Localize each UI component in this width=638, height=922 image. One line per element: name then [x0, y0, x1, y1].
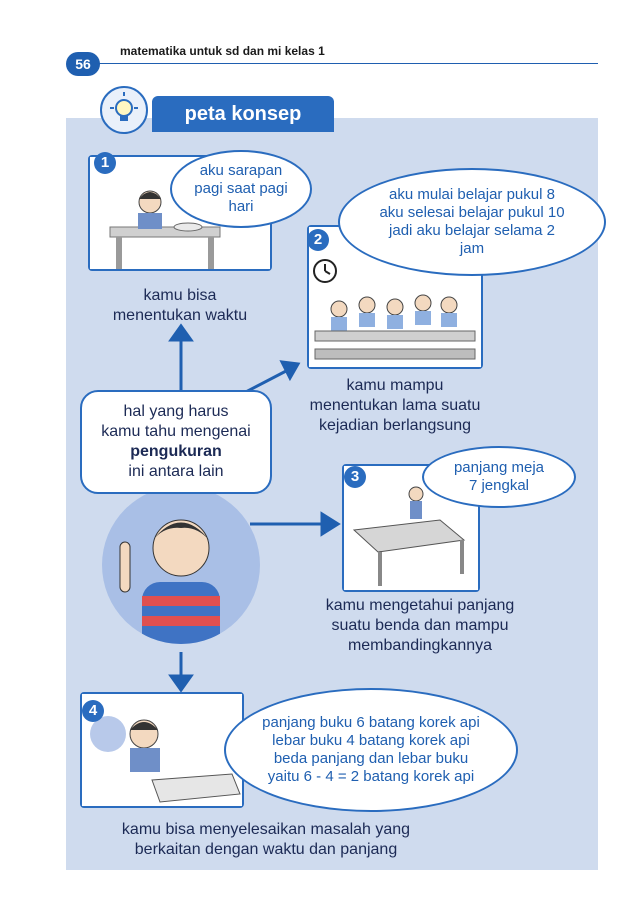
- center-line: ini antara lain: [128, 463, 224, 480]
- speech-bubble-4: [224, 688, 518, 812]
- center-bubble: [80, 390, 272, 494]
- bubble-line: aku sarapan: [199, 162, 283, 179]
- bubble-line: yaitu 6 - 4 = 2 batang korek api: [267, 768, 475, 785]
- center-keyword: pengukuran: [130, 443, 222, 460]
- child-illustration: [102, 486, 260, 644]
- bubble-line: 7 jengkal: [468, 477, 530, 494]
- bubble-line: beda panjang dan lebar buku: [273, 750, 469, 767]
- caption-line: kamu mengetahui panjang: [325, 597, 515, 614]
- center-line: kamu tahu mengenai: [101, 423, 251, 440]
- caption-line: menentukan waktu: [112, 307, 248, 324]
- bubble-line: aku mulai belajar pukul 8: [389, 186, 555, 203]
- bubble-line: panjang meja: [453, 459, 545, 476]
- caption-line: membandingkannya: [347, 637, 493, 654]
- bubble-line: jam: [459, 240, 485, 257]
- bubble-line: pagi saat pagi: [194, 180, 288, 197]
- child-portrait: [102, 486, 260, 644]
- caption-line: kejadian berlangsung: [318, 417, 472, 434]
- caption-line: kamu mampu: [346, 377, 444, 394]
- speech-bubble-2: [338, 168, 606, 276]
- item-number-4: 4: [82, 700, 104, 722]
- speech-bubble-3: [422, 446, 576, 508]
- caption-3: [300, 596, 540, 656]
- book-illustration: [82, 694, 242, 806]
- bubble-line: aku selesai belajar pukul 10: [379, 204, 565, 221]
- speech-bubble-1: [170, 150, 312, 228]
- center-line: hal yang harus: [123, 403, 229, 420]
- item-number-3: 3: [344, 466, 366, 488]
- caption-4: [76, 820, 456, 860]
- caption-line: suatu benda dan mampu: [331, 617, 509, 634]
- item-number-1: 1: [94, 152, 116, 174]
- bubble-line: hari: [228, 198, 254, 215]
- item-number-2: 2: [307, 229, 329, 251]
- clock-icon: [312, 258, 338, 289]
- book-title: matematika untuk sd dan mi kelas 1: [120, 44, 325, 58]
- bubble-line: lebar buku 4 batang korek api: [272, 732, 470, 749]
- bubble-line: panjang buku 6 batang korek api: [262, 714, 480, 731]
- caption-line: berkaitan dengan waktu dan panjang: [134, 841, 398, 858]
- caption-2: [284, 376, 506, 436]
- scene-book-measure: [80, 692, 244, 808]
- section-title: peta konsep: [152, 96, 334, 132]
- caption-1: [90, 286, 270, 326]
- bubble-line: jadi aku belajar selama 2: [389, 222, 555, 239]
- page-number: 56: [66, 52, 100, 76]
- caption-line: kamu bisa menyelesaikan masalah yang: [121, 821, 411, 838]
- caption-line: kamu bisa: [143, 287, 217, 304]
- caption-line: menentukan lama suatu: [309, 397, 481, 414]
